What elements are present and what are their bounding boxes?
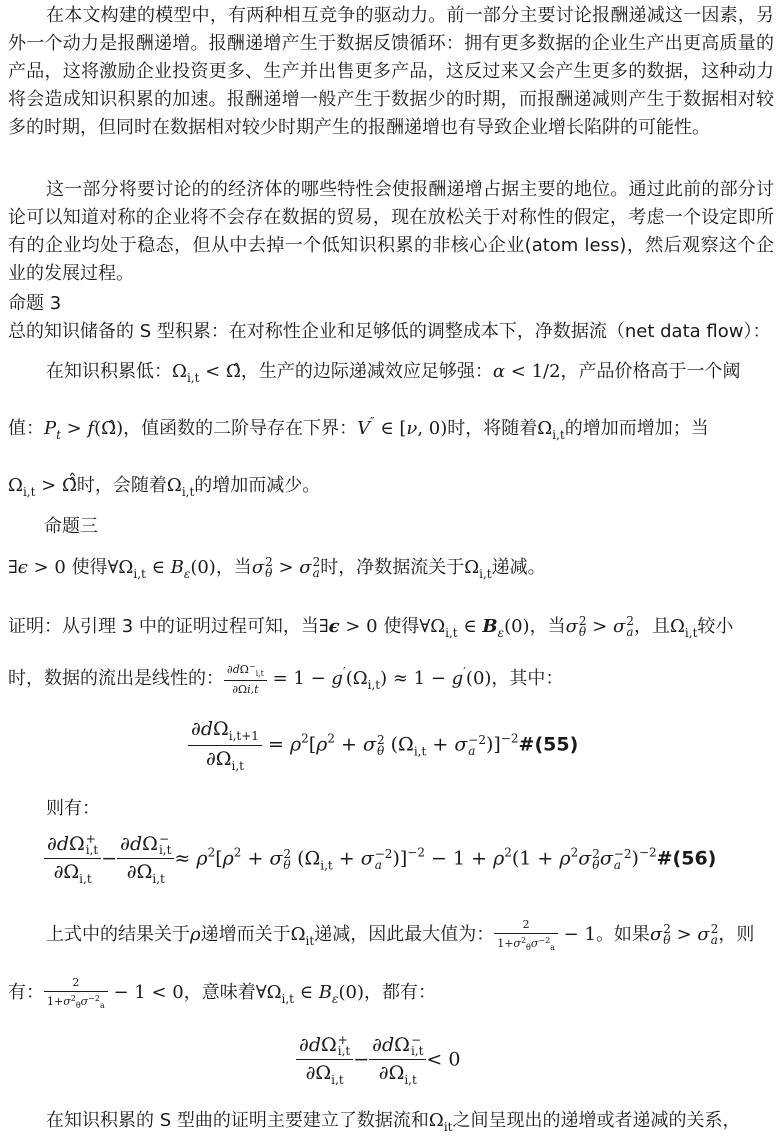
proof-l1-mid1: 使得: [383, 616, 420, 637]
eq56-fraction-minus: ∂dΩ − i,t $\partial\Omega_{i,t}$: [117, 833, 174, 886]
proof-l2-pre: 时，数据的流出是线性的：: [8, 668, 224, 689]
cond2-pre: 值：: [8, 418, 44, 439]
cond3-mid2: 的增加而减少。: [194, 475, 321, 496]
stmt-mid2: 时，净数据流关于: [320, 557, 465, 578]
proof-l3-end: ，则: [718, 924, 755, 945]
final-fraction-plus: ∂dΩ + i,t $\partial\Omega_{i,t}$: [296, 1034, 353, 1087]
cond1-alpha: α < 1/2: [492, 361, 561, 382]
cond1-pre: 在知识积累低：: [46, 361, 172, 382]
proof-sigma: σ 2 θ > σ 2 a: [565, 614, 634, 639]
intro-paragraph: 在本文构建的模型中，有两种相互竞争的驱动力。前一部分主要讨论报酬递减这一因素，另外一个动力是报酬递增。报酬递增产生于数据反馈循环：拥有更多数据的企业生产出更高质量的产品，这将激励企业投资更多、生产并出售更多产品，这反过来又会产生更多的数据，这种动力将会造成知识积累的加速。报酬递增一般产生于数据少的时期，而报酬递减则产生于数据相对较多的时期，但同时在数据相对较少时期产生的报酬递增也有导致企业增长陷阱的可能性。: [8, 5, 774, 138]
cond3-mid1: 时，会随着: [76, 475, 167, 496]
rho-symbol: ρ: [190, 924, 201, 945]
proof-line-2: [8, 662, 563, 696]
proof-omega: $\Omega_{i,t}$: [669, 616, 698, 640]
cond1-mid1: ，生产的边际递减效应足够强：: [240, 361, 493, 382]
cond2-bound: V″ ∈ [ν, 0): [357, 415, 448, 439]
proof-l3-pre: 上式中的结果关于: [46, 924, 190, 945]
minus-one: − 1: [557, 924, 596, 945]
cond3-math: $\Omega_{i,t}$ > Ω̂̂: [8, 475, 77, 499]
l3-sigma: σ 2 θ > σ 2 a: [649, 922, 719, 947]
l4-fraction: $\frac{2}{1+\sigma^2_\theta\sigma^{-2}_a}$: [44, 976, 108, 1010]
proposition-3-condition-2: [8, 414, 709, 442]
cond2-price: $P_t$ > f(Ω̂): [44, 418, 124, 442]
proposition-three-heading: 命题三: [44, 516, 98, 537]
stmt-pre: 使得: [71, 557, 108, 578]
equation-55: $\frac{\partial d\Omega_{i,t+1}}{\partial\Omega_{i,t}}$ = $\rho^2[\rho^2 + \sigma$ 2 θ ($\Omega_{i,t} + \sigma$ −2 a )]$^{-2}$#(55): [188, 718, 578, 773]
eq55-tag: #(55): [518, 733, 579, 756]
stmt-omega: $\Omega_{i,t}$: [464, 557, 492, 581]
cond2-mid2: 时，将随着: [447, 418, 538, 439]
linear-outflow: = $1 - g'(\Omega_{i,t}) \approx 1 - g'(0)$: [266, 665, 492, 692]
cond3-omega: $\Omega_{i,t}$: [166, 475, 195, 499]
proof-l4-mid: ，意味着: [183, 982, 256, 1003]
proof-l1-pre: 证明：从引理 3 中的证明过程可知，当: [8, 616, 319, 637]
sigma-compare: σ 2 θ > σ 2 a: [251, 555, 321, 580]
proof-forall: $\forall\Omega_{i,t}$ ∈ $B_\varepsilon(0)$: [419, 616, 530, 640]
proof-line-1: [8, 612, 733, 640]
section-paragraph: 这一部分将要讨论的的经济体的哪些特性会使报酬递增占据主要的地位。通过此前的部分讨论可以知道对称的企业将不会存在数据的贸易，现在放松关于对称性的假定，考虑一个设定即所有的企业均处于稳态，但从中去掉一个低知识积累的非核心企业(atom less)，然后观察这个企业的发展过程。: [8, 179, 774, 284]
cond2-omega: $\Omega_{i,t}$: [537, 418, 565, 442]
exists-eps: ∃ϵ > 0: [8, 557, 72, 578]
equation-56: ∂dΩ + i,t $\partial\Omega_{i,t}$ − ∂dΩ − i,t $\partial\Omega_{i,t}$ ≈ $\rho^2[\rho^2 + \sigma$ 2 θ ($\Omega_{i,t} + \sigma$ −2 a )]$^{-2} - 1 + \rho^2(1 + \rho^2\sigma$ 2 θ σ −2 a )$^{-2}$#(56): [44, 833, 716, 886]
proof-l3-mid1: 递增而关于: [200, 924, 291, 945]
proposition-three-statement: [8, 553, 546, 581]
conclusion-text: 在知识积累的 S 型曲的证明主要建立了数据流和: [46, 1110, 429, 1131]
eq56-fraction-plus: ∂dΩ + i,t $\partial\Omega_{i,t}$: [44, 833, 101, 886]
conclusion-omega: $\Omega_{it}$: [428, 1110, 453, 1134]
proposition-3-statement: 总的知识储备的 S 型积累：在对称性企业和足够低的调整成本下，净数据流（net data flow）：: [8, 321, 771, 342]
derivative-small-fraction: $\frac{\partial d\Omega^-_{i,t}}{\partial\Omega i,t}$: [224, 662, 267, 696]
cond2-mid1: ，值函数的二阶导存在下界：: [123, 418, 358, 439]
proposition-3-condition-1: [46, 357, 741, 385]
proof-l4-end: ，都有：: [363, 982, 436, 1003]
l4-inequality: − 1 < 0: [107, 982, 184, 1003]
proof-l1-mid3: ，且: [633, 616, 670, 637]
conclusion-end: 之间呈现出的递增或者递减的关系，: [452, 1110, 741, 1131]
proof-line-3: [46, 918, 754, 952]
max-value-fraction: $\frac{2}{1+\sigma^2_\theta\sigma^{-2}_a}$: [494, 918, 558, 952]
proposition-3-condition-3: [8, 471, 320, 499]
final-fraction-minus: ∂dΩ − i,t $\partial\Omega_{i,t}$: [369, 1034, 426, 1087]
proof-l4-pre: 有：: [8, 982, 44, 1003]
proposition-3-heading: 命题 3: [8, 293, 62, 314]
proof-l2-end: ，其中：: [491, 668, 564, 689]
then-label: 则有：: [46, 798, 100, 819]
proof-l3-mid3: 。如果: [595, 924, 650, 945]
proof-exists: ∃ϵ > 0: [318, 616, 384, 637]
alpha-bound: 1/2: [531, 361, 561, 382]
proof-line-4: [8, 976, 436, 1010]
eq55-fraction: $\frac{\partial d\Omega_{i,t+1}}{\partial\Omega_{i,t}}$: [188, 718, 262, 773]
stmt-end: 递减。: [491, 557, 546, 578]
forall-omega: $\forall\Omega_{i,t}$ ∈ $B_\varepsilon(0)$: [107, 557, 216, 581]
conclusion-line: [46, 1106, 740, 1134]
stmt-mid1: ，当: [215, 557, 252, 578]
proof-l1-mid2: ，当: [529, 616, 566, 637]
l4-forall: $\forall\Omega_{i,t}$ ∈ $B_\varepsilon(0)$: [255, 982, 364, 1006]
final-inequality: ∂dΩ + i,t $\partial\Omega_{i,t}$ − ∂dΩ − i,t $\partial\Omega_{i,t}$ < 0: [296, 1034, 460, 1087]
cond1-math: $\Omega_{i,t}$ < Ω̂: [172, 361, 241, 385]
cond1-mid2: ，产品价格高于一个阈: [560, 361, 741, 382]
eq56-tag: #(56): [656, 847, 717, 870]
cond2-mid3: 的增加而增加；当: [564, 418, 709, 439]
proof-l3-mid2: 递减，因此最大值为：: [314, 924, 495, 945]
proof-l1-end: 较小: [697, 616, 734, 637]
omega-it: $\Omega_{it}$: [290, 924, 315, 948]
